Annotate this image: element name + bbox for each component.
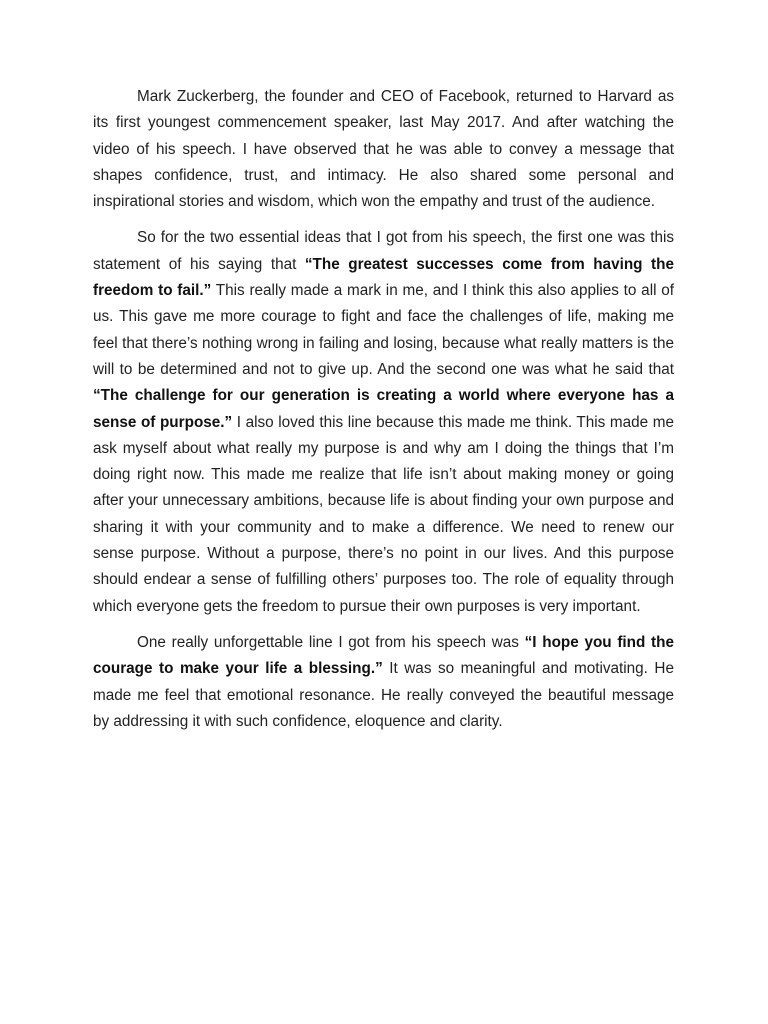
- document-page: [93, 84, 674, 735]
- paragraph-text: This really made a mark in me, and I think this also applies to all of us. This gave me more courage to fight and face the challenges of life, making me feel that there’s nothing wrong in failing and losing, because what really matters is the will to be determined and not to give up. And the second one was what he said that: [93, 282, 674, 378]
- paragraph-text: One really unforgettable line I got from his speech was: [137, 633, 525, 651]
- quote-life-a-blessing: “I hope you find the courage to make your life a blessing.”: [93, 633, 674, 678]
- paragraph-text: Mark Zuckerberg, the founder and CEO of Facebook, returned to Harvard as its first youngest commencement speaker, last May 2017. And after watching the video of his speech. I have observed that he was able to convey a message that shapes confidence, trust, and intimacy. He also shared some personal and inspirational stories and wisdom, which won the empathy and trust of the audience.: [93, 88, 674, 211]
- paragraph-text: So for the two essential ideas that I got from his speech, the first one was this statement of his saying that: [93, 229, 674, 273]
- paragraph-intro: [93, 84, 674, 215]
- paragraph-text: It was so meaningful and motivating. He made me feel that emotional resonance. He really conveyed the beautiful message by addressing it with such confidence, eloquence and clarity.: [93, 660, 674, 730]
- quote-freedom-to-fail: “The greatest successes come from having the freedom to fail.”: [93, 255, 674, 300]
- paragraph-text: I also loved this line because this made me think. This made me ask myself about what really my purpose is and why am I doing the things that I’m doing right now. This made me realize that life isn’t about making money or going after your unnecessary ambitions, because life is about finding your own purpose and sharing it with your community and to make a difference. We need to renew our sense purpose. Without a purpose, there’s no point in our lives. And this purpose should endear a sense of fulfilling others’ purposes too. The role of equality through which everyone gets the freedom to pursue their own purposes is very important.: [93, 413, 674, 615]
- paragraph-essential-ideas: [93, 225, 674, 619]
- paragraph-unforgettable-line: [93, 630, 674, 735]
- quote-sense-of-purpose: “The challenge for our generation is creating a world where everyone has a sense of purpose.”: [93, 387, 674, 431]
